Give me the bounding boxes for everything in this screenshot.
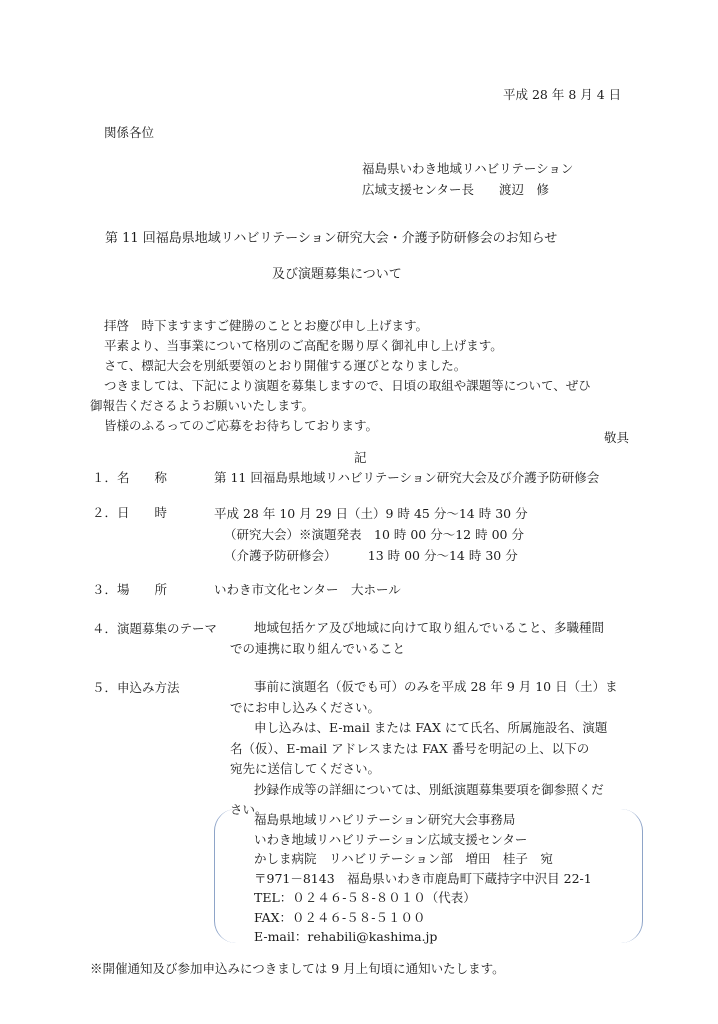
body-paragraph: 皆様のふるってのご応募をお待ちしております。 — [104, 418, 379, 433]
contact-tel: TEL：０２４６-５８-８０１０（代表） — [254, 890, 476, 905]
contact-email: E-mail：rehabili@kashima.jp — [254, 929, 438, 944]
title-line-1: 第 11 回福島県地域リハビリテーション研究大会・介護予防研修会のお知らせ — [105, 231, 558, 246]
datetime-line: （研究大会）※演題発表 10 時 00 分～12 時 00 分 — [224, 527, 524, 542]
item-application-body — [230, 677, 618, 821]
application-line: 事前に演題名（仮でも可）のみを平成 28 年 9 月 10 日（土）ま — [254, 679, 618, 694]
application-line: 申し込みは、E-mail または FAX にて氏名、所属施設名、演題 — [254, 720, 608, 735]
contact-address: 〒971－8143 福島県いわき市鹿島町下蔵持字中沢目 22-1 — [254, 870, 592, 886]
contact-block — [254, 810, 592, 947]
datetime-line: 平成 28 年 10 月 29 日（土）9 時 45 分～14 時 30 分 — [214, 506, 528, 521]
body-paragraph: 御報告くださるようお願いいたします。 — [90, 398, 315, 413]
theme-line: での連携に取り組んでいること — [230, 640, 406, 656]
item-venue-label: ３．場 所 — [92, 582, 168, 597]
item-datetime-body — [214, 503, 528, 566]
item-theme-body — [230, 618, 604, 659]
contact-office: 福島県地域リハビリテーション研究大会事務局 — [254, 812, 516, 827]
addressee: 関係各位 — [104, 125, 155, 140]
contact-center: いわき地域リハビリテーション広域支援センター — [254, 831, 528, 847]
item-name-value: 第 11 回福島県地域リハビリテーション研究大会及び介護予防研修会 — [214, 470, 600, 485]
body-paragraph: 平素より、当事業について格別のご高配を賜り厚く御礼申し上げます。 — [104, 338, 503, 353]
application-line: 宛先に送信してください。 — [230, 761, 381, 776]
document-date: 平成 28 年 8 月 4 日 — [503, 87, 622, 102]
application-line: でにお申し込みください。 — [230, 699, 381, 715]
item-application-label: ５．申込み方法 — [92, 680, 180, 695]
sender-organization: 福島県いわき地域リハビリテーション — [362, 161, 574, 176]
contact-person: かしま病院 リハビリテーション部 増田 桂子 宛 — [254, 851, 553, 866]
contact-fax: FAX：０２４６-５８-５１００ — [254, 909, 426, 925]
closing-keigu: 敬具 — [604, 430, 630, 445]
application-line: 抄録作成等の詳細については、別紙演題募集要項を御参照くだ — [254, 781, 604, 797]
body-paragraph: さて、標記大会を別紙要領のとおり開催する運びとなりました。 — [104, 358, 467, 373]
item-venue-value: いわき市文化センター 大ホール — [214, 582, 401, 597]
greeting-body — [90, 316, 591, 436]
sender-person: 広域支援センター長 渡辺 修 — [362, 182, 550, 197]
title-line-2: 及び演題募集について — [272, 267, 402, 282]
application-line: 名（仮）、E-mail アドレスまたは FAX 番号を明記の上、以下の — [230, 740, 590, 756]
item-name-label: １．名 称 — [92, 470, 168, 485]
item-datetime-label: ２．日 時 — [92, 505, 168, 520]
item-theme-label: ４．演題募集のテーマ — [92, 621, 218, 636]
application-line: さい。 — [230, 802, 268, 817]
ki-marker: 記 — [354, 450, 367, 465]
body-paragraph: つきましては、下記により演題を募集しますので、日頃の取組や課題等について、ぜひ — [104, 378, 591, 393]
footer-note: ※開催通知及び参加申込みにつきましては 9 月上旬頃に通知いたします。 — [90, 961, 505, 976]
datetime-line: （介護予防研修会） 13 時 00 分～14 時 30 分 — [224, 548, 518, 563]
body-paragraph: 拝啓 時下ますますご健勝のこととお慶び申し上げます。 — [104, 318, 429, 333]
theme-line: 地域包括ケア及び地域に向けて取り組んでいること、多職種間 — [254, 620, 605, 635]
